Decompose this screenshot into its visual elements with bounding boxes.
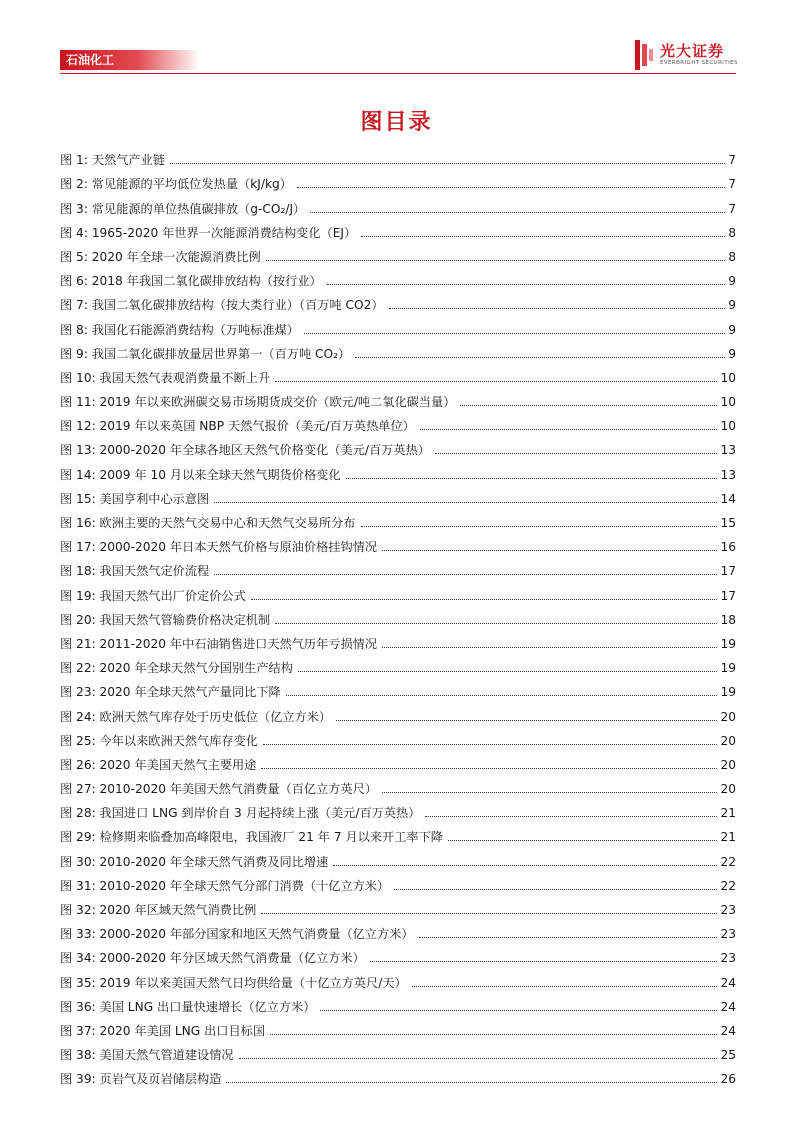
toc-entry-page: 14 <box>720 491 736 506</box>
toc-entry[interactable] <box>60 241 736 265</box>
toc-dot-leader <box>412 985 718 987</box>
toc-dot-leader <box>361 525 718 527</box>
toc-entry[interactable] <box>60 676 736 700</box>
toc-dot-leader <box>239 1057 718 1059</box>
toc-entry-page: 8 <box>728 249 736 264</box>
toc-entry-page: 20 <box>720 782 736 797</box>
toc-dot-leader <box>346 477 718 479</box>
company-logo <box>634 38 744 72</box>
toc-entry-label: 图 36: 美国 LNG 出口量快速增长（亿立方米） <box>60 999 316 1014</box>
toc-dot-leader <box>448 839 717 841</box>
toc-entry[interactable] <box>60 797 736 821</box>
toc-entry-page: 10 <box>720 395 736 410</box>
toc-entry[interactable] <box>60 1063 736 1087</box>
toc-entry-page: 24 <box>720 975 736 990</box>
toc-dot-leader <box>460 404 717 406</box>
toc-entry[interactable] <box>60 144 736 168</box>
toc-entry[interactable] <box>60 604 736 628</box>
toc-entry-label: 图 10: 我国天然气表观消费量不断上升 <box>60 370 271 385</box>
toc-entry-label: 图 8: 我国化石能源消费结构（万吨标准煤） <box>60 322 299 337</box>
toc-dot-leader <box>310 211 725 213</box>
toc-entry[interactable] <box>60 265 736 289</box>
toc-entry[interactable] <box>60 192 736 216</box>
toc-entry-page: 22 <box>720 854 736 869</box>
toc-dot-leader <box>389 307 725 309</box>
toc-entry[interactable] <box>60 507 736 531</box>
toc-entry-label: 图 29: 检修期来临叠加高峰限电，我国液厂 21 年 7 月以来开工率下降 <box>60 830 443 845</box>
section-tag-label: 石油化工 <box>66 53 115 67</box>
toc-entry-label: 图 31: 2010-2020 年全球天然气分部门消费（十亿立方米） <box>60 878 390 893</box>
toc-entry-label: 图 11: 2019 年以来欧洲碳交易市场期货成交价（欧元/吨二氧化碳当量） <box>60 395 456 410</box>
toc-dot-leader <box>419 936 718 938</box>
toc-entry[interactable] <box>60 289 736 313</box>
toc-entry[interactable] <box>60 458 736 482</box>
toc-dot-leader <box>297 186 725 188</box>
toc-entry-page: 24 <box>720 1023 736 1038</box>
toc-entry-page: 25 <box>720 1048 736 1063</box>
toc-entry-label: 图 26: 2020 年美国天然气主要用途 <box>60 757 257 772</box>
toc-entry-page: 20 <box>720 757 736 772</box>
toc-dot-leader <box>214 501 717 503</box>
toc-entry-label: 图 24: 欧洲天然气库存处于历史低位（亿立方米） <box>60 709 332 724</box>
toc-entry[interactable] <box>60 652 736 676</box>
toc-entry-label: 图 4: 1965-2020 年世界一次能源消费结构变化（EJ） <box>60 225 357 240</box>
page-title: 图目录 <box>360 110 433 135</box>
toc-entry[interactable] <box>60 217 736 241</box>
toc-entry-label: 图 20: 我国天然气管输费价格决定机制 <box>60 612 271 627</box>
toc-entry-label: 图 21: 2011-2020 年中石油销售进口天然气历年亏损情况 <box>60 636 378 651</box>
toc-entry-page: 24 <box>720 999 736 1014</box>
toc-dot-leader <box>304 332 725 334</box>
toc-entry-label: 图 35: 2019 年以来美国天然气日均供给量（十亿立方英尺/天） <box>60 975 407 990</box>
toc-dot-leader <box>261 912 717 914</box>
toc-entry-page: 16 <box>720 540 736 555</box>
toc-dot-leader <box>261 767 717 769</box>
toc-entry[interactable] <box>60 483 736 507</box>
toc-entry-page: 7 <box>728 201 736 216</box>
toc-dot-leader <box>327 283 725 285</box>
toc-entry[interactable] <box>60 531 736 555</box>
toc-entry-page: 7 <box>728 177 736 192</box>
toc-entry[interactable] <box>60 1015 736 1039</box>
toc-dot-leader <box>435 452 718 454</box>
toc-entry[interactable] <box>60 313 736 337</box>
toc-dot-leader <box>214 573 717 575</box>
toc-entry-label: 图 15: 美国亨利中心示意图 <box>60 491 210 506</box>
toc-entry-label: 图 18: 我国天然气定价流程 <box>60 564 210 579</box>
toc-entry[interactable] <box>60 821 736 845</box>
toc-entry-page: 22 <box>720 878 736 893</box>
toc-entry-page: 7 <box>728 153 736 168</box>
toc-entry-page: 15 <box>720 516 736 530</box>
toc-entry-page: 10 <box>720 419 736 434</box>
toc-entry-label: 图 9: 我国二氧化碳排放量居世界第一（百万吨 CO₂） <box>60 346 351 361</box>
toc-entry-label: 图 14: 2009 年 10 月以来全球天然气期货价格变化 <box>60 467 341 482</box>
toc-entry-page: 23 <box>720 951 736 966</box>
toc-entry[interactable] <box>60 362 736 386</box>
toc-entry[interactable] <box>60 845 736 869</box>
toc-dot-leader <box>286 694 718 696</box>
toc-entry[interactable] <box>60 338 736 362</box>
toc-entry-page: 9 <box>728 298 736 313</box>
toc-entry-label: 图 39: 页岩气及页岩储层构造 <box>60 1072 222 1087</box>
section-tag <box>60 50 200 70</box>
toc-dot-leader <box>320 1009 717 1011</box>
toc-entry-page: 19 <box>720 636 736 651</box>
toc-entry-page: 8 <box>728 225 736 240</box>
toc-entry[interactable] <box>60 991 736 1015</box>
toc-entry-page: 18 <box>720 612 736 627</box>
toc-entry-page: 26 <box>720 1072 736 1087</box>
toc-entry-label: 图 38: 美国天然气管道建设情况 <box>60 1048 234 1063</box>
toc-entry-page: 9 <box>728 346 736 361</box>
toc-entry[interactable] <box>60 628 736 652</box>
toc-dot-leader <box>333 864 717 866</box>
toc-entry-page: 21 <box>720 806 736 821</box>
toc-entry-label: 图 19: 我国天然气出厂价定价公式 <box>60 588 246 603</box>
toc-entry-label: 图 16: 欧洲主要的天然气交易中心和天然气交易所分布 <box>60 516 356 530</box>
toc-entry[interactable] <box>60 579 736 603</box>
toc-dot-leader <box>382 791 717 793</box>
toc-entry-label: 图 5: 2020 年全球一次能源消费比例 <box>60 249 261 264</box>
toc-entry[interactable] <box>60 725 736 749</box>
toc-entry[interactable] <box>60 410 736 434</box>
toc-dot-leader <box>275 622 717 624</box>
toc-entry[interactable] <box>60 870 736 894</box>
toc-entry-page: 9 <box>728 274 736 289</box>
logo-english-name: EVERBRIGHT SECURITIES <box>660 60 738 66</box>
toc-entry-page: 13 <box>720 443 736 458</box>
toc-entry-page: 20 <box>720 709 736 724</box>
toc-entry-label: 图 1: 天然气产业链 <box>60 153 165 168</box>
toc-entry-label: 图 13: 2000-2020 年全球各地区天然气价格变化（美元/百万英热） <box>60 443 430 458</box>
toc-entry-label: 图 3: 常见能源的单位热值碳排放（g-CO₂/J） <box>60 201 306 216</box>
toc-entry[interactable] <box>60 942 736 966</box>
toc-entry-page: 9 <box>728 322 736 337</box>
toc-dot-leader <box>336 719 717 721</box>
toc-entry[interactable] <box>60 434 736 458</box>
toc-dot-leader <box>251 598 718 600</box>
toc-entry-label: 图 7: 我国二氧化碳排放结构（按大类行业）（百万吨 CO2） <box>60 298 384 313</box>
toc-dot-leader <box>355 356 725 358</box>
toc-entry[interactable] <box>60 966 736 990</box>
toc-dot-leader <box>382 549 717 551</box>
toc-entry-page: 23 <box>720 903 736 917</box>
toc-entry-page: 20 <box>720 733 736 748</box>
toc-entry-label: 图 30: 2010-2020 年全球天然气消费及同比增速 <box>60 854 329 869</box>
toc-dot-leader <box>298 670 718 672</box>
toc-entry-label: 图 25: 今年以来欧洲天然气库存变化 <box>60 733 258 748</box>
toc-dot-leader <box>266 259 725 261</box>
toc-entry-page: 17 <box>720 588 736 603</box>
toc-entry-page: 23 <box>720 927 736 942</box>
toc-entry[interactable] <box>60 700 736 724</box>
figure-list <box>60 144 736 1087</box>
toc-entry[interactable] <box>60 1039 736 1063</box>
toc-entry-label: 图 37: 2020 年美国 LNG 出口目标国 <box>60 1023 266 1038</box>
everbright-logo-icon <box>634 40 654 70</box>
toc-dot-leader <box>361 235 725 237</box>
toc-entry-label: 图 32: 2020 年区域天然气消费比例 <box>60 903 257 917</box>
toc-entry-page: 19 <box>720 685 736 700</box>
toc-entry-page: 19 <box>720 661 736 676</box>
toc-dot-leader <box>425 815 717 817</box>
toc-entry[interactable] <box>60 894 736 918</box>
toc-entry-page: 21 <box>720 830 736 845</box>
toc-entry-label: 图 6: 2018 年我国二氧化碳排放结构（按行业） <box>60 274 322 289</box>
toc-entry-page: 17 <box>720 564 736 579</box>
toc-dot-leader <box>370 960 718 962</box>
page-header <box>0 0 793 80</box>
toc-entry[interactable] <box>60 749 736 773</box>
toc-entry-label: 图 34: 2000-2020 年分区域天然气消费量（亿立方米） <box>60 951 365 966</box>
toc-dot-leader <box>394 888 717 890</box>
logo-chinese-name: 光大证券 <box>660 42 725 60</box>
toc-entry-label: 图 23: 2020 年全球天然气产量同比下降 <box>60 685 281 700</box>
toc-entry-label: 图 17: 2000-2020 年日本天然气价格与原油价格挂钩情况 <box>60 540 378 555</box>
toc-entry-page: 13 <box>720 467 736 482</box>
toc-entry-label: 图 33: 2000-2020 年部分国家和地区天然气消费量（亿立方米） <box>60 927 414 942</box>
toc-entry[interactable] <box>60 386 736 410</box>
toc-entry-label: 图 12: 2019 年以来英国 NBP 天然气报价（美元/百万英热单位） <box>60 419 415 434</box>
toc-entry-label: 图 22: 2020 年全球天然气分国别生产结构 <box>60 661 293 676</box>
toc-dot-leader <box>382 646 717 648</box>
toc-entry[interactable] <box>60 555 736 579</box>
toc-entry[interactable] <box>60 773 736 797</box>
header-divider <box>60 73 736 74</box>
toc-dot-leader <box>263 743 717 745</box>
toc-dot-leader <box>420 428 718 430</box>
toc-entry-page: 10 <box>720 370 736 385</box>
toc-entry-label: 图 2: 常见能源的平均低位发热量（kJ/kg） <box>60 177 292 192</box>
toc-dot-leader <box>270 1033 717 1035</box>
toc-dot-leader <box>226 1081 717 1083</box>
toc-entry-label: 图 27: 2010-2020 年美国天然气消费量（百亿立方英尺） <box>60 782 378 797</box>
toc-dot-leader <box>170 162 725 164</box>
toc-entry[interactable] <box>60 918 736 942</box>
toc-dot-leader <box>275 380 717 382</box>
toc-entry-label: 图 28: 我国进口 LNG 到岸价自 3 月起持续上涨（美元/百万英热） <box>60 806 421 821</box>
toc-entry[interactable] <box>60 168 736 192</box>
